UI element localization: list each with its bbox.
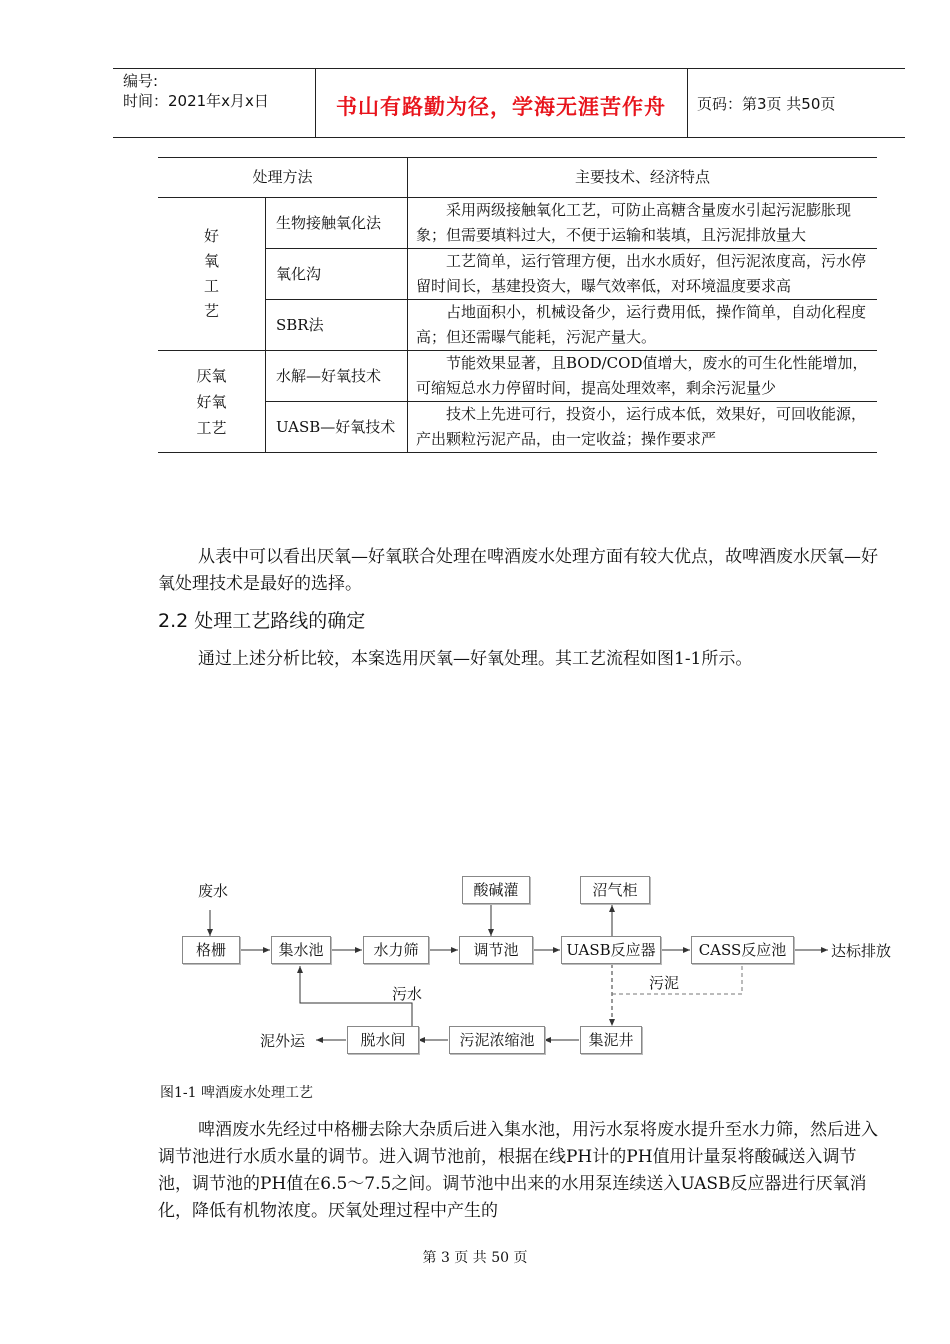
uasb-reactor-box: UASB反应器 bbox=[561, 936, 661, 964]
collection-tank-box: 集水池 bbox=[271, 936, 331, 964]
method-cell: UASB—好氧技术 bbox=[266, 402, 408, 453]
table-header-row bbox=[158, 158, 877, 198]
features-cell: 技术上先进可行，投资小，运行成本低，效果好，可回收能源，产出颗粒污泥产品，由一定收益；操作要求严 bbox=[408, 402, 878, 453]
body-paragraph: 从表中可以看出厌氧—好氧联合处理在啤酒废水处理方面有较大优点，故啤酒废水厌氧—好氧处理技术是最好的选择。 bbox=[158, 547, 878, 594]
process-comparison-table bbox=[158, 157, 877, 453]
discharge-label: 达标排放 bbox=[831, 942, 892, 960]
method-cell: 氧化沟 bbox=[266, 249, 408, 300]
group-label: 好氧工艺 bbox=[203, 227, 219, 320]
table-header-features: 主要技术、经济特点 bbox=[408, 158, 878, 198]
method-cell: 生物接触氧化法 bbox=[266, 198, 408, 249]
features-cell: 工艺简单，运行管理方便，出水水质好，但污泥浓度高，污水停留时间长，基建投资大，曝气效率低，对环境温度要求高 bbox=[408, 249, 878, 300]
table-row bbox=[158, 351, 877, 402]
group-anaerobic-aerobic bbox=[158, 351, 266, 453]
group-aerobic bbox=[158, 198, 266, 351]
method-cell: SBR法 bbox=[266, 300, 408, 351]
thickener-box: 污泥浓缩池 bbox=[449, 1026, 545, 1054]
table-header-method: 处理方法 bbox=[158, 158, 408, 198]
body-paragraph: 通过上述分析比较，本案选用厌氧—好氧处理。其工艺流程如图1-1所示。 bbox=[198, 649, 753, 669]
figure-caption: 图1-1 啤酒废水处理工艺 bbox=[160, 1085, 313, 1101]
header-meta bbox=[123, 71, 269, 111]
method-cell: 水解—好氧技术 bbox=[266, 351, 408, 402]
table-row bbox=[158, 300, 877, 351]
wastewater-label: 污水 bbox=[392, 985, 423, 1003]
input-label: 废水 bbox=[198, 882, 229, 900]
table-row bbox=[158, 249, 877, 300]
header-page-number: 页码：第3页 共50页 bbox=[697, 95, 836, 113]
sludge-out-label: 泥外运 bbox=[260, 1032, 306, 1050]
cass-reactor-box: CASS反应池 bbox=[691, 936, 794, 964]
gas-holder-box: 沼气柜 bbox=[580, 876, 650, 904]
table-row bbox=[158, 402, 877, 453]
body-paragraph: 啤酒废水先经过中格栅去除大杂质后进入集水池，用污水泵将废水提升至水力筛，然后进入调节池进行水质水量的调节。进入调节池前，根据在线PH计的PH值用计量泵将酸碱送入调节池，调节池的PH值在6.5～7.5之间。调节池中出来的水用泵连续送入UASB反应器进行厌氧消化，降低有机物浓度。厌氧处理过程中产生的 bbox=[158, 1120, 878, 1221]
page-header bbox=[113, 68, 905, 138]
section-heading: 2.2 处理工艺路线的确定 bbox=[158, 610, 366, 632]
acid-tank-box: 酸碱灌 bbox=[462, 876, 530, 904]
sludge-well-box: 集泥井 bbox=[580, 1026, 642, 1054]
header-time: 时间：2021年x月x日 bbox=[123, 92, 269, 110]
sludge-label: 污泥 bbox=[649, 974, 680, 992]
table-row bbox=[158, 198, 877, 249]
process-flow-diagram bbox=[160, 868, 920, 1068]
hydro-screen-box: 水力筛 bbox=[363, 936, 429, 964]
features-cell: 占地面积小，机械设备少，运行费用低，操作简单，自动化程度高；但还需曝气能耗，污泥产量大。 bbox=[408, 300, 878, 351]
features-cell: 采用两级接触氧化工艺，可防止高糖含量废水引起污泥膨胀现象；但需要填料过大，不便于运输和装填，且污泥排放量大 bbox=[408, 198, 878, 249]
page-footer: 第 3 页 共 50 页 bbox=[422, 1250, 528, 1266]
group-label: 厌氧好氧工艺 bbox=[196, 366, 227, 437]
features-cell: 节能效果显著，且BOD/COD值增大，废水的可生化性能增加，可缩短总水力停留时间，提高处理效率，剩余污泥量少 bbox=[408, 351, 878, 402]
header-number: 编号: bbox=[123, 72, 159, 90]
header-divider bbox=[687, 69, 688, 137]
screen-box: 格栅 bbox=[182, 936, 240, 964]
equalization-tank-box: 调节池 bbox=[459, 936, 533, 964]
dewatering-box: 脱水间 bbox=[347, 1026, 419, 1054]
header-motto: 书山有路勤为径，学海无涯苦作舟 bbox=[336, 95, 666, 119]
